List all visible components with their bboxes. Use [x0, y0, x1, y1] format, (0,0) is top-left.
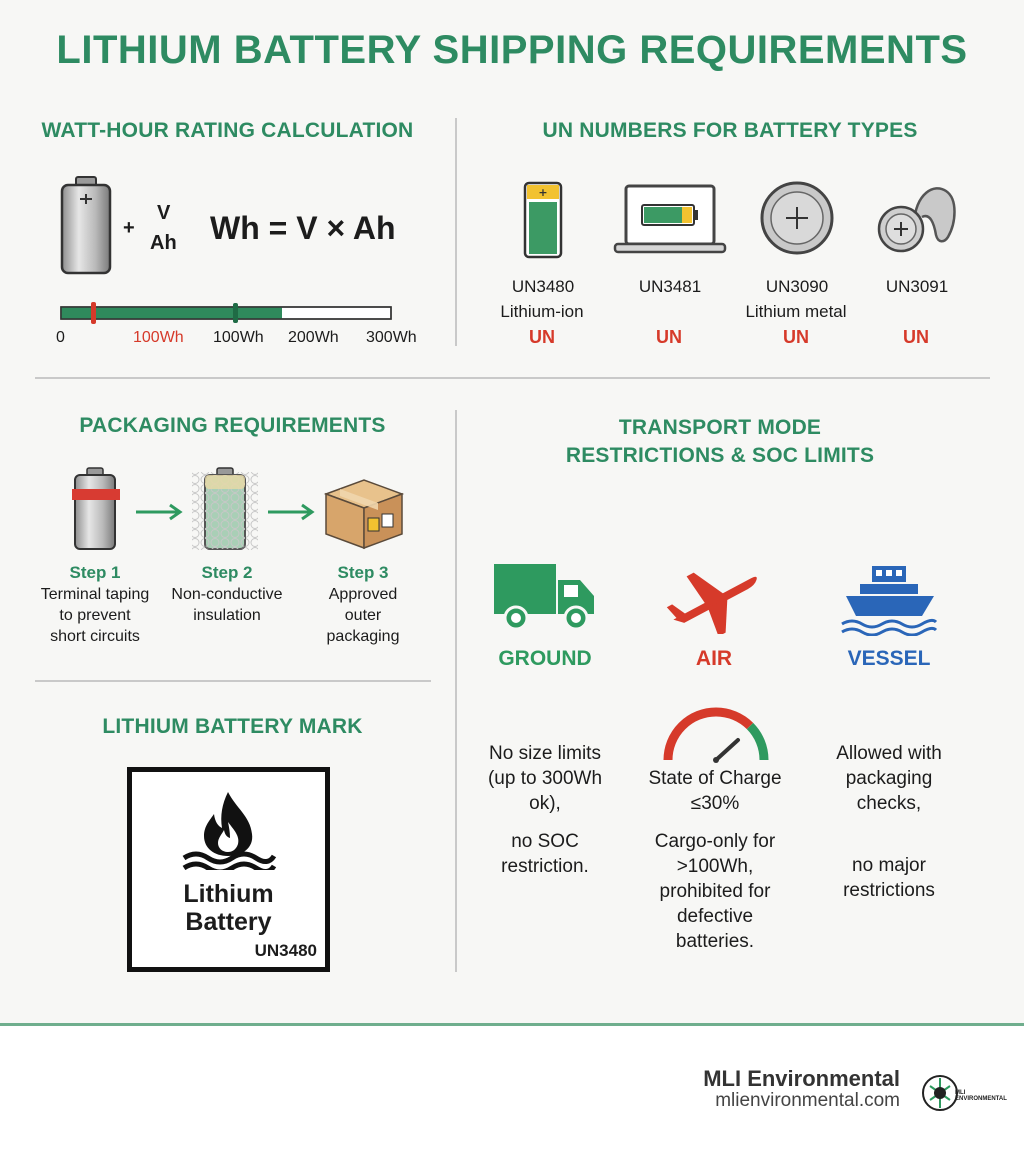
- step-1-description: Terminal taping to prevent short circuits: [40, 586, 150, 645]
- scale-label-200wh: 200Wh: [288, 329, 339, 346]
- coin-cell-icon: [759, 180, 835, 256]
- arrow-right-icon: [134, 502, 184, 522]
- limit-marker-green: [233, 303, 238, 323]
- un-tag-1: UN: [529, 327, 555, 347]
- scale-label-300wh: 300Wh: [366, 329, 417, 346]
- step-2-description: Non-conductive insulation: [171, 586, 283, 624]
- laptop-battery-icon: [612, 183, 728, 257]
- taped-battery-icon: [70, 466, 122, 552]
- step-1-title: Step 1: [69, 563, 121, 582]
- arrow-right-icon-2: [266, 502, 316, 522]
- un-type-lithium-metal: Lithium metal: [745, 302, 847, 321]
- divider-top-vertical: [455, 118, 457, 346]
- flame-icon: [178, 788, 278, 870]
- divider-bottom-vertical: [455, 410, 457, 972]
- hearing-aid-battery-icon: [874, 183, 958, 253]
- package-box-icon: [322, 474, 406, 550]
- un-code-3090: UN3090: [765, 277, 829, 296]
- limit-marker-red: [91, 302, 96, 324]
- ship-icon: [838, 560, 938, 636]
- divider-middle: [35, 377, 990, 379]
- un-tag-4: UN: [903, 327, 929, 347]
- mark-text: Lithium Battery: [183, 880, 274, 936]
- divider-left-lower: [35, 680, 431, 682]
- mark-un-number: UN3480: [254, 941, 317, 960]
- un-type-lithium-ion: Lithium-ion: [500, 302, 584, 321]
- amp-hour-label: Ah: [150, 232, 177, 254]
- lithium-battery-mark: [127, 767, 330, 972]
- wh-scale-bar: [58, 300, 398, 328]
- step-2-title: Step 2: [201, 563, 253, 582]
- soc-gauge-icon: [660, 704, 772, 764]
- un-tag-2: UN: [656, 327, 682, 347]
- volt-label: V: [157, 202, 171, 224]
- ground-size-limits: No size limits (up to 300Wh ok),: [487, 743, 603, 814]
- transport-title: TRANSPORT MODE RESTRICTIONS & SOC LIMITS: [565, 416, 875, 467]
- airplane-icon: [664, 562, 764, 634]
- scale-label-0: 0: [56, 329, 65, 346]
- battery-icon: [58, 175, 116, 277]
- insulated-battery-icon: [190, 466, 260, 552]
- un-code-3480: UN3480: [511, 277, 575, 296]
- packaging-title: PACKAGING REQUIREMENTS: [79, 414, 386, 437]
- un-numbers-title: UN NUMBERS FOR BATTERY TYPES: [542, 119, 918, 142]
- scale-label-100wh: 100Wh: [213, 329, 264, 346]
- page-title: LITHIUM BATTERY SHIPPING REQUIREMENTS: [56, 28, 968, 72]
- step-3-description: Approved outer packaging: [326, 586, 400, 645]
- ground-soc: no SOC restriction.: [501, 831, 589, 877]
- scale-label-100wh-red: 100Wh: [133, 329, 184, 346]
- svg-text:+: +: [538, 186, 548, 199]
- step-3-title: Step 3: [337, 563, 389, 582]
- mode-ground: GROUND: [498, 647, 592, 670]
- mode-vessel: VESSEL: [847, 647, 931, 670]
- un-code-3091: UN3091: [885, 277, 949, 296]
- air-restrictions: Cargo-only for >100Wh, prohibited for defective batteries.: [654, 831, 776, 952]
- truck-icon: [492, 560, 598, 634]
- plus-sign: +: [123, 217, 135, 239]
- lithium-ion-battery-icon: [522, 180, 564, 260]
- vessel-restrictions: no major restrictions: [843, 855, 935, 901]
- wh-formula: Wh = V × Ah: [210, 210, 396, 246]
- brand-url[interactable]: mlienvironmental.com: [715, 1090, 900, 1111]
- un-tag-3: UN: [783, 327, 809, 347]
- battery-mark-title: LITHIUM BATTERY MARK: [102, 715, 363, 738]
- air-soc-limit: State of Charge ≤30%: [648, 768, 782, 814]
- mode-air: AIR: [695, 647, 733, 670]
- logo-text: MLI ENVIRONMENTAL: [955, 1090, 1007, 1102]
- mli-logo-icon: [920, 1072, 960, 1114]
- vessel-packaging: Allowed with packaging checks,: [836, 743, 942, 814]
- un-code-3481: UN3481: [638, 277, 702, 296]
- brand-name: MLI Environmental: [703, 1066, 900, 1091]
- watt-hour-title: WATT-HOUR RATING CALCULATION: [41, 119, 414, 142]
